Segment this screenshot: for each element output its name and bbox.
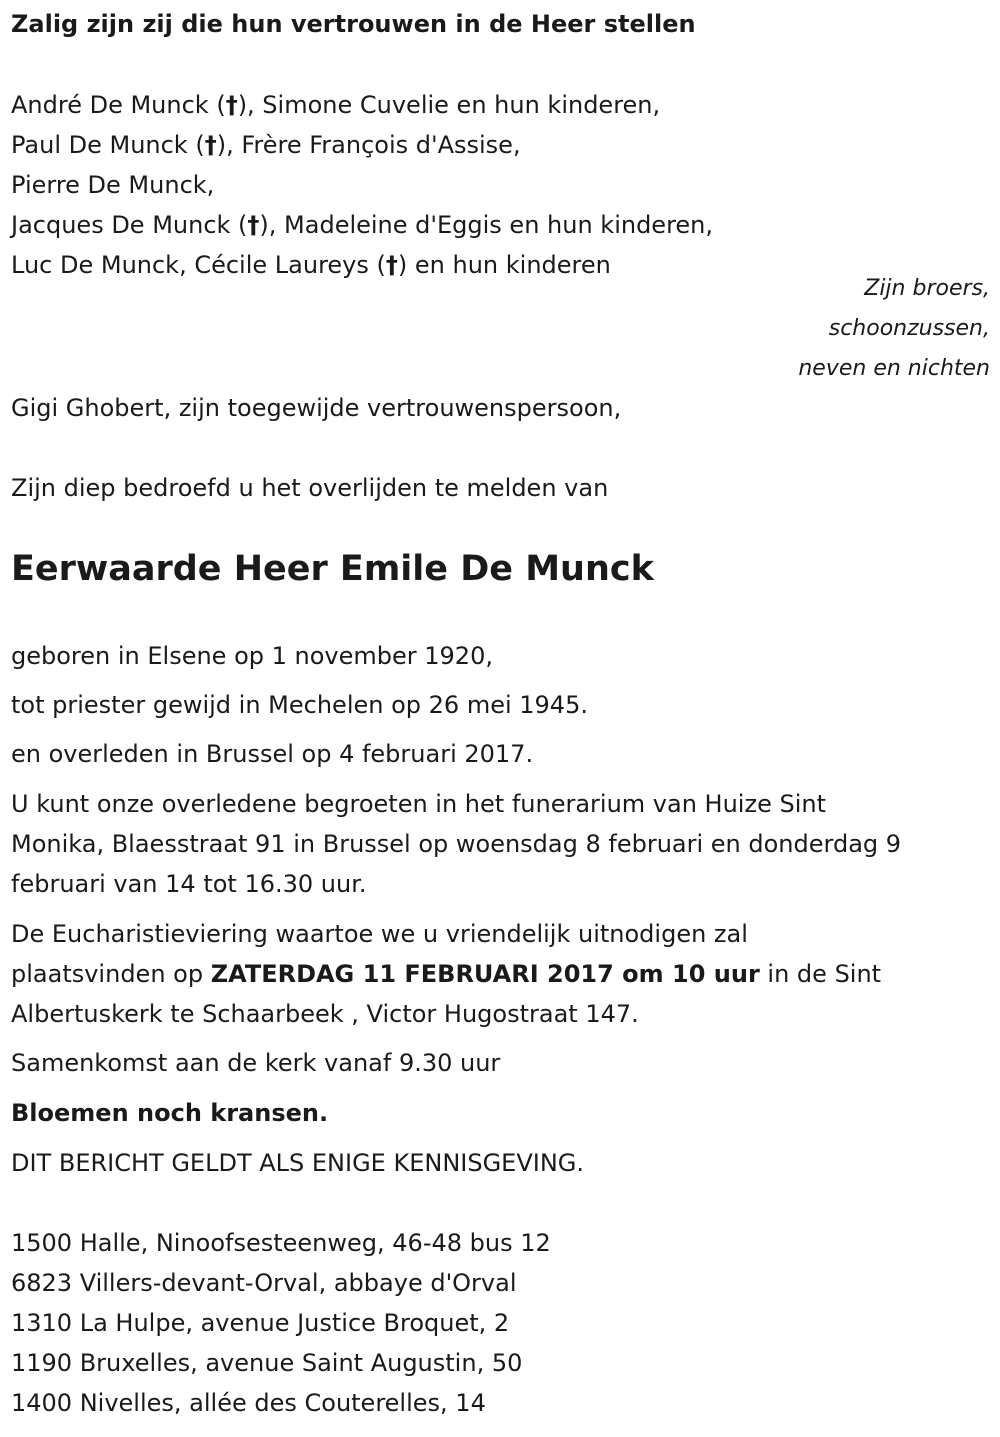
mass-line-1: De Eucharistieviering waartoe we u vriendelijk uitnodigen zal (11, 920, 748, 948)
visitation-line-3: februari van 14 tot 16.30 uur. (11, 870, 367, 898)
family-line-2: Paul De Munck (†), Frère François d'Assise, (11, 131, 521, 159)
address-3: 1310 La Hulpe, avenue Justice Broquet, 2 (11, 1309, 510, 1337)
mass-line-3: Albertuskerk te Schaarbeek , Victor Hugostraat 147. (11, 1000, 639, 1028)
flowers-line: Bloemen noch kransen. (11, 1099, 329, 1127)
cross-icon: † (385, 251, 398, 279)
cross-icon: † (247, 211, 260, 239)
relation-line-1: Zijn broers, (864, 276, 990, 301)
mass-line-2: plaatsvinden op ZATERDAG 11 FEBRUARI 2017 om 10 uur in de Sint (11, 960, 882, 988)
notice-line: DIT BERICHT GELDT ALS ENIGE KENNISGEVING. (11, 1149, 585, 1177)
mass-date-time: ZATERDAG 11 FEBRUARI 2017 om 10 uur (210, 960, 760, 988)
address-5: 1400 Nivelles, allée des Couterelles, 14 (11, 1389, 486, 1417)
cross-icon: † (225, 91, 238, 119)
bio-ordained: tot priester gewijd in Mechelen op 26 mei 1945. (11, 691, 588, 719)
confidant-line: Gigi Ghobert, zijn toegewijde vertrouwenspersoon, (11, 394, 622, 422)
address-2: 6823 Villers-devant-Orval, abbaye d'Orval (11, 1269, 517, 1297)
visitation-line-2: Monika, Blaesstraat 91 in Brussel op woensdag 8 februari en donderdag 9 (11, 830, 902, 858)
address-1: 1500 Halle, Ninoofsesteenweg, 46-48 bus 12 (11, 1229, 551, 1257)
relation-line-3: neven en nichten (798, 356, 990, 381)
gathering-line: Samenkomst aan de kerk vanaf 9.30 uur (11, 1049, 501, 1077)
family-line-4: Jacques De Munck (†), Madeleine d'Eggis en hun kinderen, (11, 211, 714, 239)
family-line-1: André De Munck (†), Simone Cuvelie en hun kinderen, (11, 91, 661, 119)
family-line-5: Luc De Munck, Cécile Laureys (†) en hun kinderen (11, 251, 611, 279)
announcement-line: Zijn diep bedroefd u het overlijden te melden van (11, 474, 609, 502)
visitation-line-1: U kunt onze overledene begroeten in het funerarium van Huize Sint (11, 790, 826, 818)
family-line-3: Pierre De Munck, (11, 171, 215, 199)
deceased-name: Eerwaarde Heer Emile De Munck (11, 549, 654, 589)
motto-heading: Zalig zijn zij die hun vertrouwen in de Heer stellen (11, 10, 696, 38)
cross-icon: † (204, 131, 217, 159)
relation-line-2: schoonzussen, (828, 316, 990, 341)
address-4: 1190 Bruxelles, avenue Saint Augustin, 50 (11, 1349, 523, 1377)
bio-died: en overleden in Brussel op 4 februari 2017. (11, 740, 534, 768)
bio-born: geboren in Elsene op 1 november 1920, (11, 642, 493, 670)
